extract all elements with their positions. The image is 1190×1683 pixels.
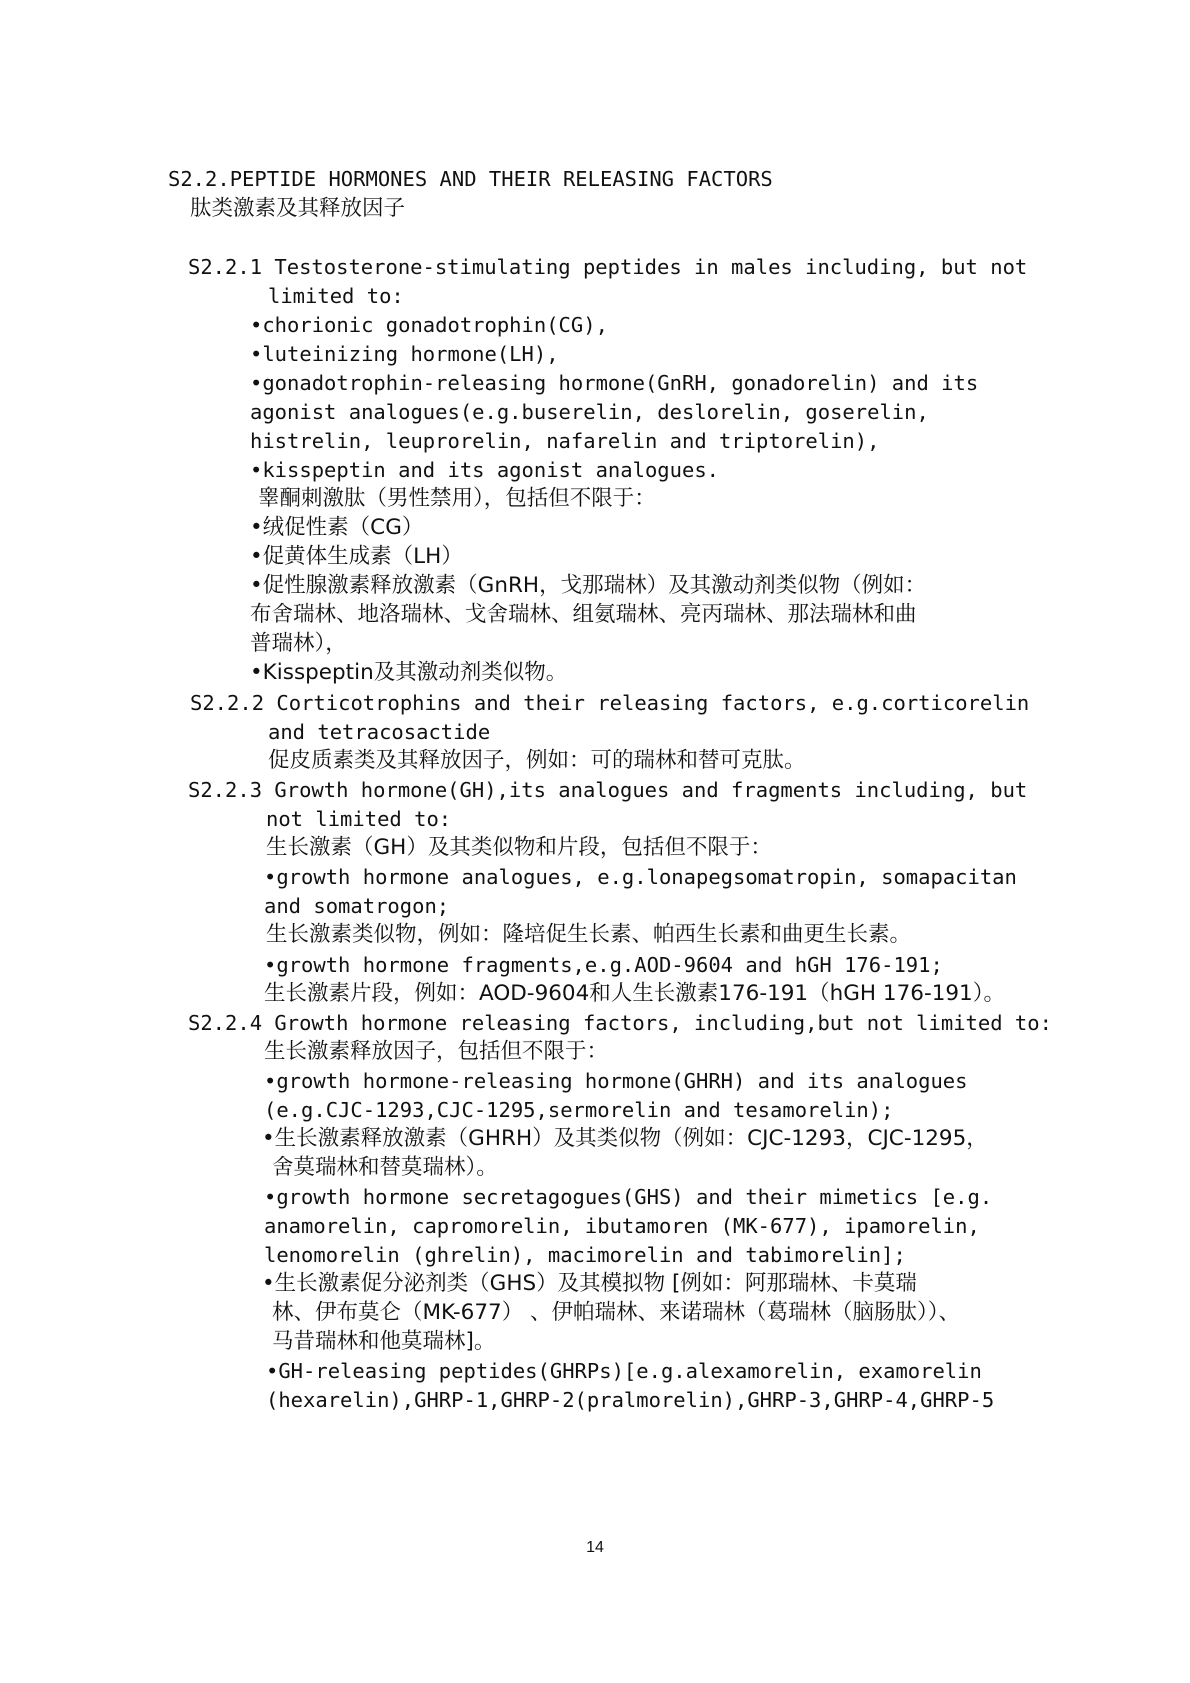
s221-list-item-cn-cont: 普瑞林）， bbox=[250, 631, 347, 656]
s222-heading-cont: and tetracosactide bbox=[268, 720, 491, 744]
s221-list-item-cn-cont: 布舍瑞林、地洛瑞林、戈舍瑞林、组氨瑞林、亮丙瑞林、那法瑞林和曲 bbox=[250, 602, 917, 627]
s224-list-item-cn: •生长激素释放激素（GHRH）及其类似物（例如：CJC-1293，CJC-1295， bbox=[262, 1126, 988, 1151]
s224-list-item-cont: anamorelin, capromorelin, ibutamoren (MK-677), ipamorelin, bbox=[264, 1214, 980, 1238]
s221-list-item: •gonadotrophin-releasing hormone(GnRH, gonadorelin) and its bbox=[250, 371, 979, 395]
s224-list-item-cn-cont: 舍莫瑞林和替莫瑞林）。 bbox=[272, 1155, 498, 1180]
s221-list-item-cn: •绒促性素（CG） bbox=[250, 515, 424, 540]
s223-list-item-cn: 生长激素类似物，例如：隆培促生长素、帕西生长素和曲更生长素。 bbox=[266, 922, 912, 947]
s224-list-item: •GH-releasing peptides(GHRPs)[e.g.alexamorelin, examorelin bbox=[266, 1359, 982, 1383]
s223-intro-cn: 生长激素（GH）及其类似物和片段，包括但不限于： bbox=[266, 835, 772, 860]
s224-list-item-cont: (e.g.CJC-1293,CJC-1295,sermorelin and tesamorelin); bbox=[264, 1098, 894, 1122]
s221-list-item-cn: •促性腺激素释放激素（GnRH，戈那瑞林）及其激动剂类似物（例如： bbox=[250, 573, 927, 598]
s223-heading: S2.2.3 Growth hormone(GH),its analogues and fragments including, but bbox=[188, 778, 1028, 802]
s223-heading-cont: not limited to: bbox=[266, 807, 452, 831]
s221-heading-cont: limited to: bbox=[268, 284, 404, 308]
s221-list-item: •luteinizing hormone(LH), bbox=[250, 342, 559, 366]
s221-list-item: •chorionic gonadotrophin(CG), bbox=[250, 313, 608, 337]
s221-list-item-cn: •Kisspeptin及其激动剂类似物。 bbox=[250, 660, 568, 685]
s224-list-item-cn: •生长激素促分泌剂类（GHS）及其模拟物 [例如：阿那瑞林、卡莫瑞 bbox=[262, 1271, 917, 1296]
s223-list-item: •growth hormone fragments,e.g.AOD-9604 and hGH 176-191; bbox=[264, 953, 943, 977]
page-number: 14 bbox=[586, 1539, 604, 1556]
s223-list-item-cont: and somatrogon; bbox=[264, 894, 450, 918]
section-title-cn: 肽类激素及其释放因子 bbox=[190, 196, 406, 221]
s224-list-item: •growth hormone-releasing hormone(GHRH) and its analogues bbox=[264, 1069, 968, 1093]
s224-heading: S2.2.4 Growth hormone releasing factors, including,but not limited to: bbox=[188, 1011, 1052, 1035]
s223-list-item-cn: 生长激素片段，例如：AOD-9604和人生长激素176-191（hGH 176-191）。 bbox=[264, 981, 1005, 1006]
s223-list-item: •growth hormone analogues, e.g.lonapegsomatropin, somapacitan bbox=[264, 865, 1017, 889]
s222-heading: S2.2.2 Corticotrophins and their releasing factors, e.g.corticorelin bbox=[190, 691, 1030, 715]
s221-heading: S2.2.1 Testosterone-stimulating peptides in males including, but not bbox=[188, 255, 1028, 279]
s221-list-item-cont: agonist analogues(e.g.buserelin, deslorelin, goserelin, bbox=[250, 400, 929, 424]
s224-list-item-cn-cont: 林、伊布莫仑（MK-677） 、伊帕瑞林、来诺瑞林（葛瑞林（脑肠肽））、 bbox=[272, 1300, 961, 1325]
s221-list-item-cont: histrelin, leuprorelin, nafarelin and triptorelin), bbox=[250, 429, 880, 453]
s221-list-item: •kisspeptin and its agonist analogues. bbox=[250, 458, 719, 482]
s224-list-item: •growth hormone secretagogues(GHS) and their mimetics [e.g. bbox=[264, 1185, 993, 1209]
s224-list-item-cont: lenomorelin (ghrelin), macimorelin and tabimorelin]; bbox=[264, 1243, 906, 1267]
s221-intro-cn: 睾酮刺激肽（男性禁用），包括但不限于： bbox=[258, 486, 656, 511]
s224-intro-cn: 生长激素释放因子，包括但不限于： bbox=[264, 1039, 609, 1064]
s224-list-item-cn-cont: 马昔瑞林和他莫瑞林]。 bbox=[272, 1329, 496, 1354]
section-title: S2.2.PEPTIDE HORMONES AND THEIR RELEASING FACTORS bbox=[168, 167, 773, 191]
s221-list-item-cn: •促黄体生成素（LH） bbox=[250, 544, 463, 569]
s222-cn: 促皮质素类及其释放因子，例如：可的瑞林和替可克肽。 bbox=[268, 748, 806, 773]
s224-list-item-cont: (hexarelin),GHRP-1,GHRP-2(pralmorelin),GHRP-3,GHRP-4,GHRP-5 bbox=[266, 1388, 995, 1412]
